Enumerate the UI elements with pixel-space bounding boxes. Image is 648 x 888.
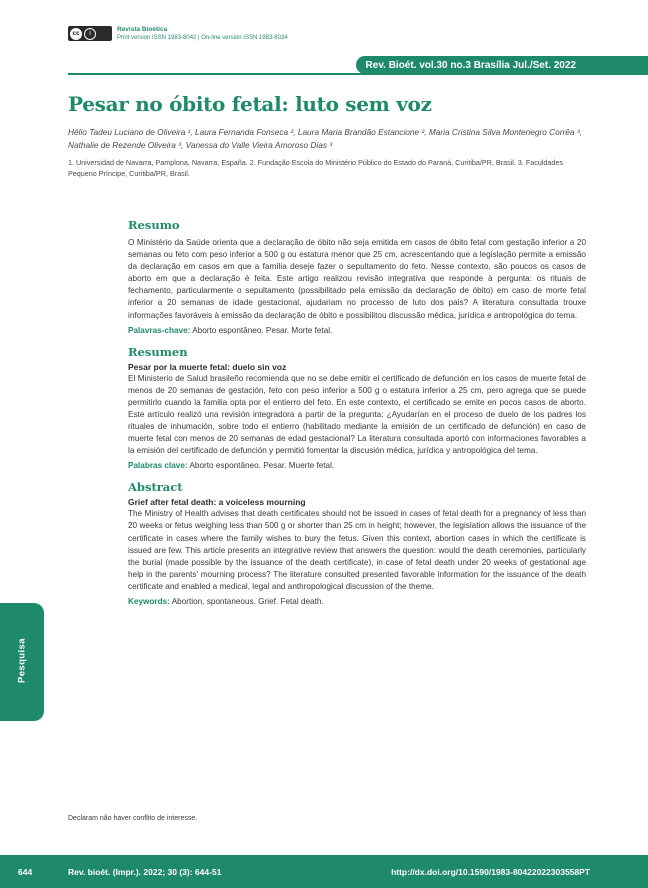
resumen-keywords-label: Palabras clave: xyxy=(128,461,188,471)
abstract-subtitle: Grief after fetal death: a voiceless mourning xyxy=(128,497,306,508)
abstract-keywords xyxy=(128,596,586,608)
resumen-body: El Ministerio de Salud brasileño recomienda que no se debe emitir el certificado de defunción en los casos de muerte fetal de menos de 20 semanas de gestación, feto con peso inferior a 500 g o estatura inferior a 25 cm, pero agrega que se puede permitirlo cuando la familia opta por el entierro del feto. En este contexto, el certificado se emite en pocos casos de aborto. Este artículo realizó una revisión integradora a partir de la pregunta: ¿Ayudarían en el proceso de duelo de los padres los rituales de inhumación, sobre todo el entierro (habilitado mediante la emisión de un certificado de defunción) en caso de muerte fetal con menos de 20 semanas de edad gestacional? La literatura consultada aportó con informaciones favorables a la emisión del certificado de defunción y permitió fomentar la discusión médica, jurídica y antropológica del tema. xyxy=(128,373,586,456)
journal-issn: Print version ISSN 1983-8042 | On-line version ISSN 1983-8034 xyxy=(117,35,288,41)
attribution-icon: i xyxy=(84,28,96,40)
resumo-keywords-label: Palavras-chave: xyxy=(128,325,191,335)
resumo-block xyxy=(128,218,586,337)
issue-banner xyxy=(356,56,648,74)
abstract-keywords-text: Abortion, spontaneous. Grief. Fetal death. xyxy=(171,596,324,606)
resumen-keywords-text: Aborto espontâneo. Pesar. Muerte fetal. xyxy=(189,461,335,471)
creative-commons-badge[interactable] xyxy=(68,26,112,41)
cc-icon: cc xyxy=(70,28,82,40)
journal-header xyxy=(68,26,288,42)
article-title: Pesar no óbito fetal: luto sem voz xyxy=(68,92,432,116)
abstract-keywords-label: Keywords: xyxy=(128,596,170,606)
affiliations: 1. Universidad de Navarra, Pamplona, Navarra, España. 2. Fundação Escola do Ministério Público do Estado do Paraná, Curitiba/PR, Brasil. 3. Faculdades Pequeno Príncipe, Curitiba/PR, Brasil. xyxy=(68,158,564,178)
journal-meta xyxy=(117,26,288,42)
abstract-body: The Ministry of Health advises that death certificates should not be issued in cases of fetal death for a pregnancy of less than 20 weeks or fetus weighing less than 500 g or shorter than 25 cm in height; however, the legislation allows the issuance of the certificate in cases where the family wishes to bury the fetus. Given this context, abortion cases in which the certificate is issued are few. This article presents an integrative review that answers the question: would the death ceremonies, particularly the burial (made possible by the issuance of the death certificate), in case of fetal death under 20 weeks of gestational age help in the parents' mourning process? The literature consulted presented favorable information for the issuance of the death certificate and enabled a medical, legal and anthropological discussion of the theme. xyxy=(128,509,586,591)
resumo-body: O Ministério da Saúde orienta que a declaração de óbito não seja emitida em casos de óbito fetal com gestação inferior a 20 semanas ou feto com peso inferior a 500 g ou estatura menor que 25 cm, acrescentando que a legislação permite a emissão da declaração em casos em que a família deseje fazer o sepultamento do feto. Nesse contexto, são poucos os casos de aborto em que a declaração é feita. Este artigo realizou revisão integrativa que responde à pergunta: os rituais de fechamento, particularmente o sepultamento (possibilitado pela emissão da declaração de óbito) em caso de morte fetal inferior a 20 semanas de idade gestacional, ajudariam no processo de luto dos pais? A literatura consultada trouxe informações favoráveis à emissão da declaração de óbito e possibilitou discussão médica, jurídica e antropológica do tema. xyxy=(128,238,586,320)
header-divider xyxy=(68,73,648,75)
resumo-heading: Resumo xyxy=(128,218,180,232)
journal-name: Revista Bioética xyxy=(117,26,168,33)
resumen-heading: Resumen xyxy=(128,344,188,359)
resumen-block xyxy=(128,345,586,473)
issue-banner-text: Rev. Bioét. vol.30 no.3 Brasília Jul./Set. 2022 xyxy=(365,59,576,71)
citation: Rev. bioét. (Impr.). 2022; 30 (3): 644-51 xyxy=(68,867,222,877)
resumen-subtitle: Pesar por la muerte fetal: duelo sin voz xyxy=(128,361,287,372)
conflict-of-interest-note: Declaram não haver conflito de interesse. xyxy=(68,815,198,822)
author-list: Hélio Tadeu Luciano de Oliveira ¹, Laura Fernanda Fonseca ², Laura Maria Brandão Estancione ², Maria Cristina Silva Montenegro Corrêa ³, Nathalie de Rezende Oliveira ³, Vanessa do Valle Vieira Amoroso Dias ³ xyxy=(68,127,582,150)
section-side-label: Pesquisa xyxy=(16,638,28,684)
resumo-keywords-text: Aborto espontâneo. Pesar. Morte fetal. xyxy=(192,325,333,335)
abstract-block xyxy=(128,480,586,608)
resumen-keywords xyxy=(128,460,586,472)
page-number: 644 xyxy=(18,867,33,877)
page-footer xyxy=(0,855,648,888)
resumo-keywords xyxy=(128,325,586,337)
doi-link[interactable]: http://dx.doi.org/10.1590/1983-80422022303558PT xyxy=(391,867,590,877)
abstract-heading: Abstract xyxy=(128,480,183,495)
abstracts-section xyxy=(128,218,586,608)
